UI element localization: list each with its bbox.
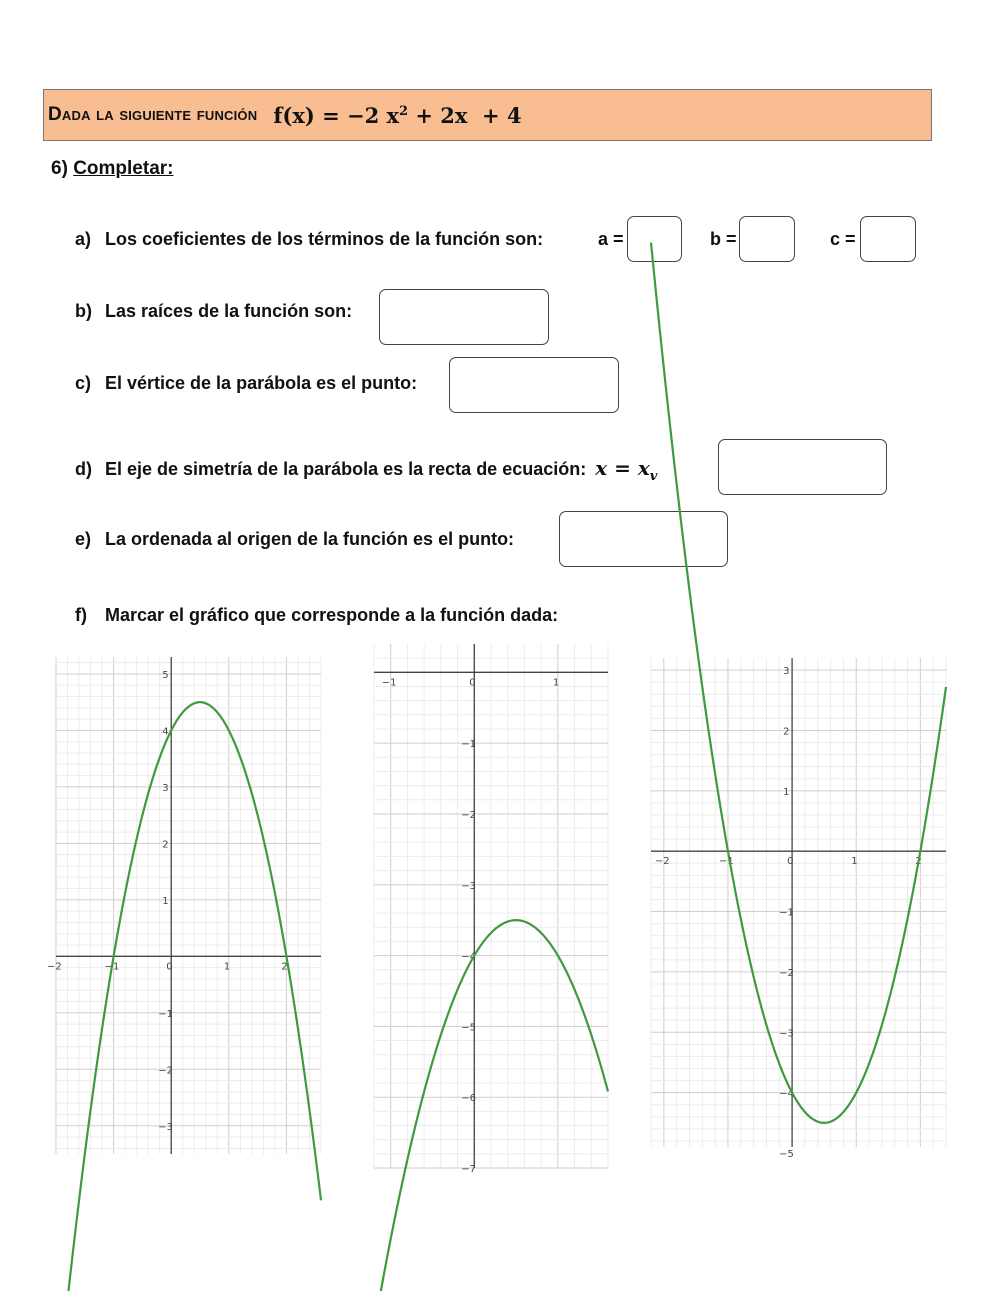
y-tick-label: −3	[158, 1121, 173, 1133]
graph-option-2[interactable]	[374, 644, 608, 1175]
y-tick-label: 5	[162, 669, 169, 681]
y-tick-label: −1	[158, 1008, 173, 1020]
y-tick-label: −6	[461, 1093, 477, 1105]
section-number: 6)	[51, 158, 68, 179]
item-d	[75, 456, 657, 484]
item-e-letter: e)	[75, 529, 92, 549]
y-tick-label: 3	[162, 782, 169, 794]
y-tick-label: −2	[158, 1065, 173, 1077]
y-tick-label: −2	[779, 967, 794, 979]
item-a	[75, 229, 543, 250]
y-tick-label: −4	[461, 951, 477, 963]
y-tick-label: 1	[783, 786, 790, 798]
item-b	[75, 301, 352, 322]
axis-equation-subscript: v	[649, 469, 658, 484]
graph-2-svg	[374, 644, 608, 1175]
item-e	[75, 529, 514, 550]
parabola-curve	[56, 702, 321, 1291]
y-tick-label: −3	[779, 1028, 794, 1040]
y-tick-label: −5	[779, 1149, 794, 1161]
item-f-text: Marcar el gráfico que corresponde a la función dada:	[105, 605, 559, 625]
header-title: Dada la siguiente función	[48, 104, 258, 125]
graph-1-svg	[47, 657, 321, 1154]
x-tick-label: 0	[787, 856, 794, 868]
roots-input[interactable]	[379, 289, 549, 345]
axis-equation-main: x = x	[595, 456, 650, 480]
y-tick-label: −1	[779, 907, 794, 919]
y-tick-label: −4	[779, 1088, 794, 1100]
item-f	[75, 605, 558, 626]
coef-b-input[interactable]	[739, 216, 795, 262]
y-tick-label: −7	[461, 1164, 477, 1175]
item-a-letter: a)	[75, 229, 92, 249]
item-e-text: La ordenada al origen de la función es el punto:	[105, 529, 515, 549]
y-tick-label: −5	[461, 1022, 477, 1034]
formula-lhs: f(x) = −2 x	[273, 102, 400, 128]
x-tick-label: −2	[47, 961, 62, 973]
item-c-letter: c)	[75, 373, 92, 393]
y-tick-label: 2	[162, 839, 169, 851]
axis-equation	[595, 456, 658, 484]
intercept-input[interactable]	[559, 511, 728, 567]
graph-option-1[interactable]	[47, 657, 321, 1154]
parabola-curve	[651, 243, 946, 1123]
axis-input[interactable]	[718, 439, 887, 495]
x-tick-label: 2	[281, 961, 288, 973]
item-d-letter: d)	[75, 459, 92, 479]
section-heading: Completar:	[73, 158, 174, 179]
x-tick-label: 1	[851, 856, 858, 868]
coef-c-input[interactable]	[860, 216, 916, 262]
coef-a-label: a =	[598, 229, 624, 249]
x-tick-label: 0	[166, 961, 173, 973]
section-title	[51, 158, 173, 180]
coef-a-input[interactable]	[627, 216, 682, 262]
y-tick-label: 4	[162, 726, 169, 738]
y-tick-label: −1	[461, 739, 477, 751]
item-b-text: Las raíces de la función son:	[105, 301, 353, 321]
header-formula	[273, 103, 521, 128]
item-a-text: Los coeficientes de los términos de la función son:	[105, 229, 544, 249]
y-tick-label: −2	[461, 809, 477, 821]
vertex-input[interactable]	[449, 357, 619, 413]
graph-3-svg	[651, 658, 946, 1161]
x-tick-label: −2	[654, 856, 670, 868]
coef-c-label: c =	[830, 229, 856, 249]
item-d-text: El eje de simetría de la parábola es la recta de ecuación:	[105, 459, 587, 479]
formula-rhs: + 2x + 4	[408, 102, 522, 128]
y-tick-label: 2	[783, 726, 790, 738]
x-tick-label: 1	[552, 677, 560, 689]
coef-b-label: b =	[710, 229, 737, 249]
item-f-letter: f)	[75, 605, 87, 625]
item-c-text: El vértice de la parábola es el punto:	[105, 373, 418, 393]
function-header	[43, 89, 932, 141]
x-tick-label: −1	[718, 856, 734, 868]
x-tick-label: −1	[381, 677, 397, 689]
y-tick-label: 1	[162, 895, 169, 907]
y-tick-label: −3	[461, 880, 477, 892]
x-tick-label: 2	[915, 856, 922, 868]
x-tick-label: 1	[223, 961, 231, 973]
item-b-letter: b)	[75, 301, 92, 321]
x-tick-label: 0	[469, 677, 476, 689]
graph-option-3[interactable]	[651, 658, 946, 1161]
item-c	[75, 373, 417, 394]
x-tick-label: −1	[104, 961, 120, 973]
formula-exponent: 2	[399, 103, 409, 119]
y-tick-label: 3	[783, 666, 790, 678]
